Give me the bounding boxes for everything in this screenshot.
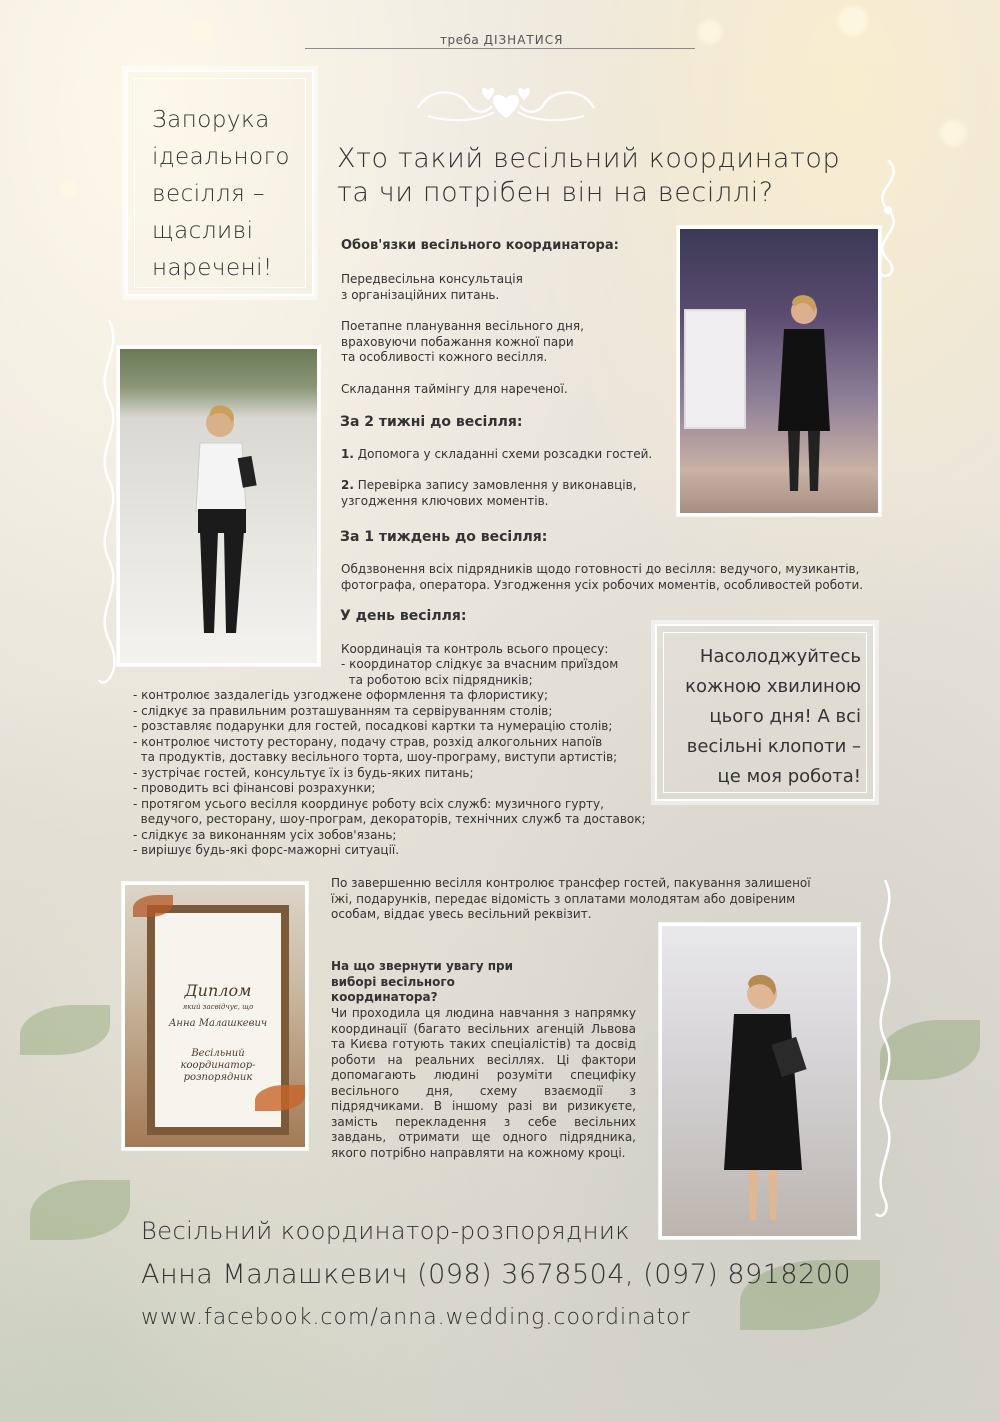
- footer-role: Весільний координатор-розпорядник: [141, 1217, 631, 1245]
- list-line: - проводить всі фінансові розрахунки;: [133, 781, 376, 795]
- header-prefix: треба: [440, 33, 480, 47]
- person-silhouette: [720, 970, 810, 1230]
- decor-leaf: [255, 1085, 305, 1111]
- duties-heading: Обов'язки весільного координатора:: [341, 238, 619, 253]
- list-line: - слідкує за правильним розташуванням та сервіруванням столів;: [133, 703, 553, 718]
- list-line: - координатор слідкує за вчасним приїздом: [341, 657, 619, 671]
- diploma-title: Диплом: [184, 981, 252, 1000]
- diploma-subtitle: який засвідчує, що: [182, 1003, 254, 1011]
- list-line: - зустрічає гостей, консультує їх із будь-яких питань;: [133, 765, 474, 780]
- after-wedding-text: По завершенню весілля контролює трансфер гостей, пакування залишеної їжі, подарунків, передає відомість з оплатами молодятам або довіреним особам, віддає увесь весільний реквізит.: [331, 876, 811, 921]
- two-weeks-item-2: [341, 478, 641, 509]
- quote-box-top: [126, 70, 314, 296]
- section-header: [440, 33, 563, 47]
- two-weeks-item-1: [341, 447, 661, 463]
- wedding-day-heading: У день весілля:: [340, 608, 467, 624]
- quote-box-right: [655, 624, 875, 801]
- footer-contact-phones: Анна Малашкевич (098) 3678504, (097) 8918200: [141, 1259, 852, 1290]
- item-number: 2.: [341, 478, 354, 492]
- bokeh-light: [698, 20, 722, 44]
- two-weeks-heading: За 2 тижні до весілля:: [340, 414, 523, 430]
- greenery-leaf: [30, 1180, 130, 1240]
- list-line: - контролює заздалегідь узгоджене оформлення та флористику;: [133, 688, 549, 702]
- swirl-ornament-right-lower: [870, 880, 900, 1220]
- article-title: Хто такий весільний координатор та чи потрібен він на весіллі?: [337, 143, 841, 208]
- bokeh-light: [838, 6, 868, 36]
- photo-coordinator-tablet: [659, 923, 860, 1239]
- wedding-day-intro: Координація та контроль всього процесу:: [341, 642, 609, 656]
- photo-coordinator-venue: [677, 226, 881, 516]
- bokeh-light: [940, 120, 966, 146]
- seating-chart-board: [684, 309, 746, 429]
- header-rule: [305, 48, 695, 49]
- quote-right-text: Насолоджуйтесь кожною хвилиною цього дня! А всі весільні клопоти – це моя робота!: [685, 646, 861, 787]
- hearts-ornament: [408, 78, 604, 130]
- choose-text: Чи проходила ця людина навчання з напрямку координації (багато весільних агенцій Львова та Києва готують таких спеціалістів) та досвід роботи на реальних весіллях. Ці фактори допомагають людині розуміти специфіку весільного дня, схему взаємодії з підрядчиками. В іншому разі ви ризикуєте, замість перекладення з себе весільних завдань, отримати ще одного підрядника, якого потрібно направляти на кожному кроці.: [331, 1006, 636, 1160]
- list-line: - слідкує за виконанням усіх зобов'язань;: [133, 827, 397, 842]
- item-text: Перевірка запису замовлення у виконавців, узгодження ключових моментів.: [341, 478, 637, 508]
- person-silhouette: [182, 401, 262, 651]
- list-line: - вирішує будь-які форс-мажорні ситуації.: [133, 843, 400, 857]
- duty-item: Складання таймінгу для нареченої.: [341, 382, 568, 396]
- list-line: ведучого, ресторану, шоу-програм, декораторів, технічних служб та доставок;: [133, 812, 646, 826]
- quote-top-text: Запорука ідеального весілля – щасливі наречені!: [152, 107, 290, 281]
- list-line: та роботою всіх підрядників;: [341, 672, 533, 687]
- bokeh-light: [190, 20, 212, 42]
- one-week-heading: За 1 тиждень до весілля:: [340, 529, 548, 545]
- choose-heading: На що звернути увагу при виборі весільного координатора?: [331, 959, 514, 1004]
- list-line: та продуктів, доставку весільного торта, шоу-програму, виступи артистів;: [133, 750, 618, 764]
- one-week-text: Обдзвонення всіх підрядників щодо готовності до весілля: ведучого, музикантів, фотографа, оператора. Узгодження усіх робочих моментів, особливостей роботи.: [341, 562, 864, 592]
- list-line: - розставляє подарунки для гостей, посадкові картки та нумерацію столів;: [133, 719, 613, 733]
- list-line: - протягом усього весілля координує роботу всіх служб: музичного гурту,: [133, 796, 604, 811]
- duty-item: Передвесільна консультація з організаційних питань.: [341, 272, 523, 302]
- person-silhouette: [770, 291, 840, 511]
- diploma-name: Анна Малашкевич: [168, 1018, 268, 1029]
- duty-item: Поетапне планування весільного дня, враховуючи побажання кожної пари та особливості кожного весілля.: [341, 319, 584, 364]
- header-section: ДІЗНАТИСЯ: [483, 33, 564, 47]
- list-line: - контролює чистоту ресторану, подачу страв, розхід алкогольних напоїв: [133, 734, 603, 749]
- item-number: 1.: [341, 447, 354, 461]
- photo-coordinator-standing: [117, 346, 320, 666]
- footer-facebook-link[interactable]: www.facebook.com/anna.wedding.coordinator: [141, 1305, 691, 1330]
- item-text: Допомога у складанні схеми розсадки гостей.: [357, 447, 653, 461]
- diploma-role: Весільний координатор-розпорядник: [180, 1048, 256, 1083]
- bokeh-light: [60, 180, 78, 198]
- greenery-leaf: [20, 1005, 110, 1055]
- photo-diploma: [122, 882, 308, 1150]
